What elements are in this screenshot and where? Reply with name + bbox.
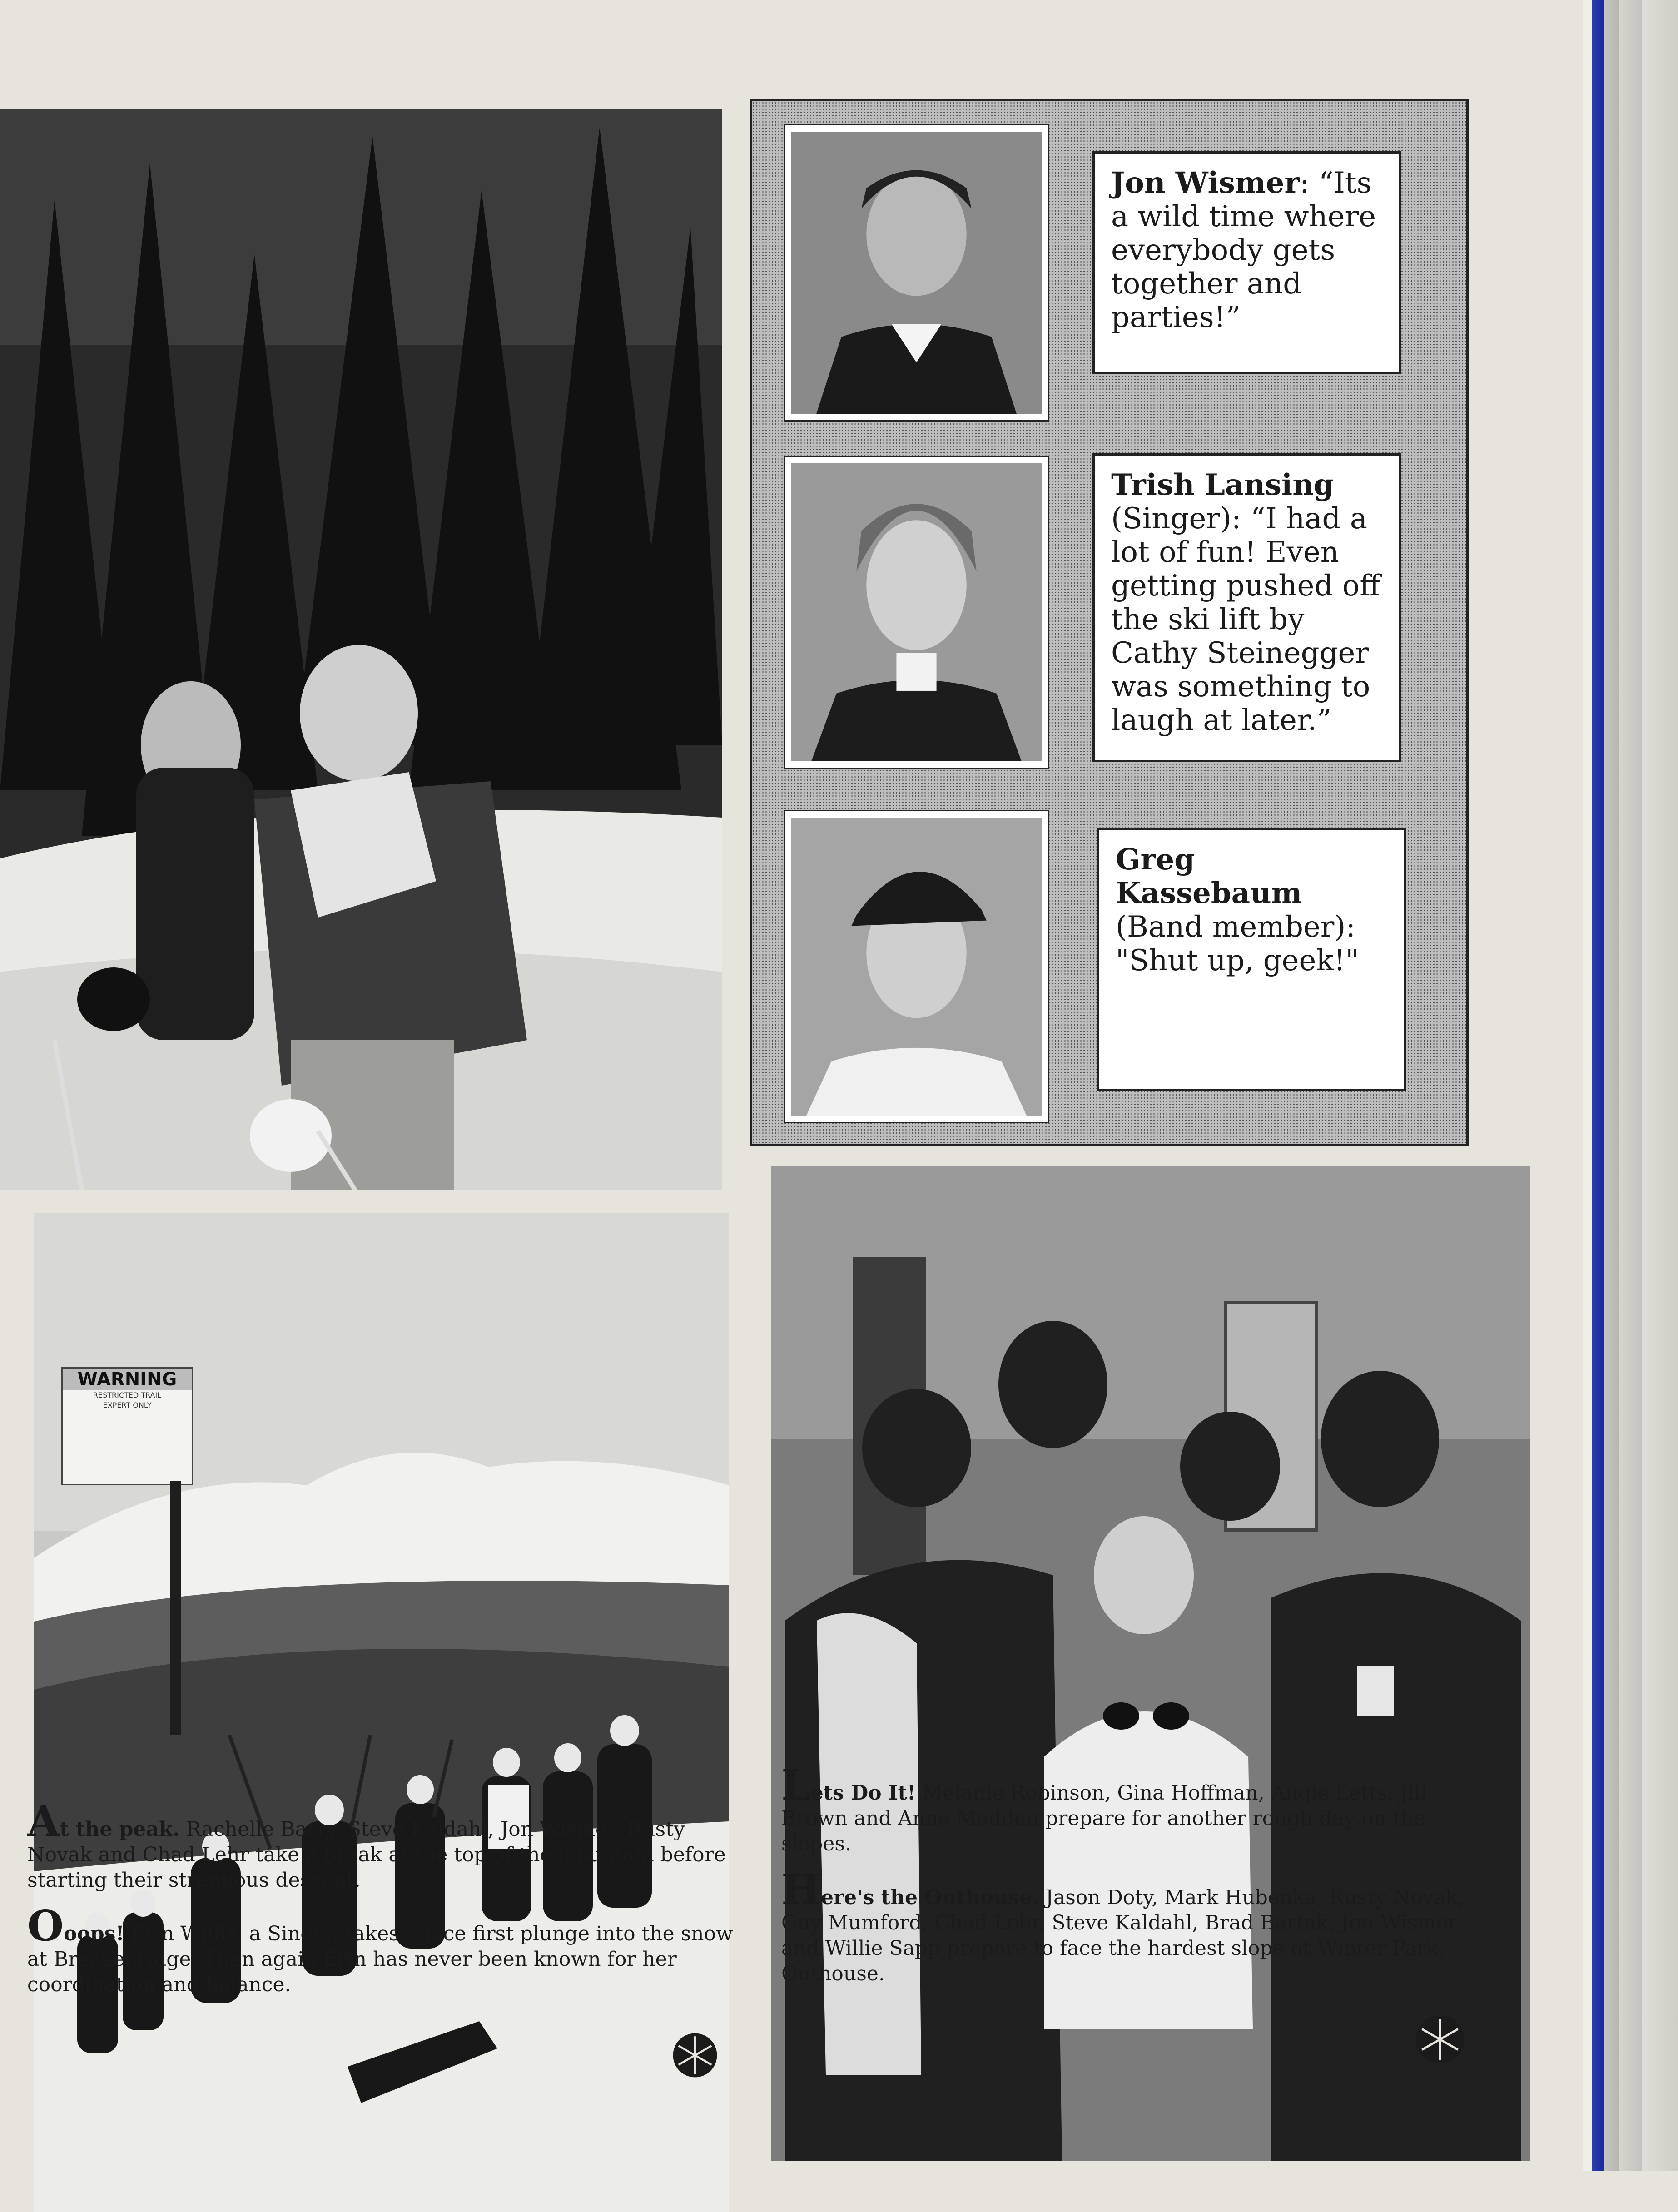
caption-lead: ets Do It! xyxy=(810,1781,916,1805)
captions-right xyxy=(781,1761,1472,2006)
caption-ooops xyxy=(27,1901,736,1998)
caption-initial: L xyxy=(781,1761,811,1810)
quote-text: (Band member): "Shut up, geek!" xyxy=(1116,910,1359,977)
quote-text: (Singer): “I had a lot of fun! Even getting pushed off the ski lift by Cathy Steinegger was something to laugh at later.” xyxy=(1111,502,1380,737)
quote-box-trish-lansing xyxy=(1092,453,1401,762)
caption-text: Melanie Robinson, Gina Hoffman, Angie Letts, Jill Brown and Anne Madden prepare for another rough day on the slopes. xyxy=(781,1781,1427,1855)
caption-text: Jason Doty, Mark Hubenka, Rusty Novak, Guy Mumford, Chad Lehr, Steve Kaldahl, Brad Bartak, Jon Wismer and Willie Sapp prepare to face the hardest slope at Winter Park, Outhouse. xyxy=(781,1886,1465,1985)
quote-box-greg-kassebaum xyxy=(1097,828,1406,1091)
caption-lead: oops! xyxy=(64,1922,124,1945)
quote-name: Greg Kassebaum xyxy=(1116,843,1302,910)
caption-initial: H xyxy=(781,1865,821,1914)
caption-lead: t the peak. xyxy=(60,1818,180,1841)
caption-text: Rachelle Barry, Steve Kaldahl, Jon Wismer, Rusty Novak and Chad Lehr take a break at the top of the mountain before starting their strenuous descent. xyxy=(27,1818,726,1892)
caption-outhouse xyxy=(781,1865,1472,1987)
caption-at-the-peak xyxy=(27,1797,736,1893)
snowflake-icon xyxy=(670,2030,720,2080)
warning-sign-line: EXPERT ONLY xyxy=(103,1401,152,1409)
portrait-trish-lansing xyxy=(784,456,1049,769)
quote-name: Trish Lansing xyxy=(1111,468,1334,502)
caption-initial: O xyxy=(27,1901,64,1950)
captions-left xyxy=(27,1797,736,2017)
warning-sign-title: WARNING xyxy=(63,1369,192,1390)
caption-lets-do-it xyxy=(781,1761,1472,1857)
quote-box-jon-wismer xyxy=(1092,151,1401,374)
caption-initial: A xyxy=(27,1797,60,1846)
quote-name: Jon Wismer xyxy=(1111,166,1300,200)
book-page-edge xyxy=(1583,0,1678,2171)
quote-panel xyxy=(750,99,1469,1146)
portrait-jon-wismer xyxy=(784,124,1049,422)
caption-lead: ere's the Outhouse. xyxy=(820,1886,1039,1909)
quote-text: : “Its a wild time where everybody gets together and parties!” xyxy=(1111,166,1376,334)
snowflake-icon xyxy=(1413,2012,1467,2067)
portrait-greg-kassebaum xyxy=(784,810,1049,1123)
caption-text: Erin Willis, a Singer, takes a face first plunge into the snow at Breckenridge. Then again Erin has never been known for her coordination and balance. xyxy=(27,1922,733,1996)
skiers-photo xyxy=(0,109,722,1190)
warning-sign-line: RESTRICTED TRAIL xyxy=(93,1391,162,1399)
peak-skiers xyxy=(34,1213,729,2212)
